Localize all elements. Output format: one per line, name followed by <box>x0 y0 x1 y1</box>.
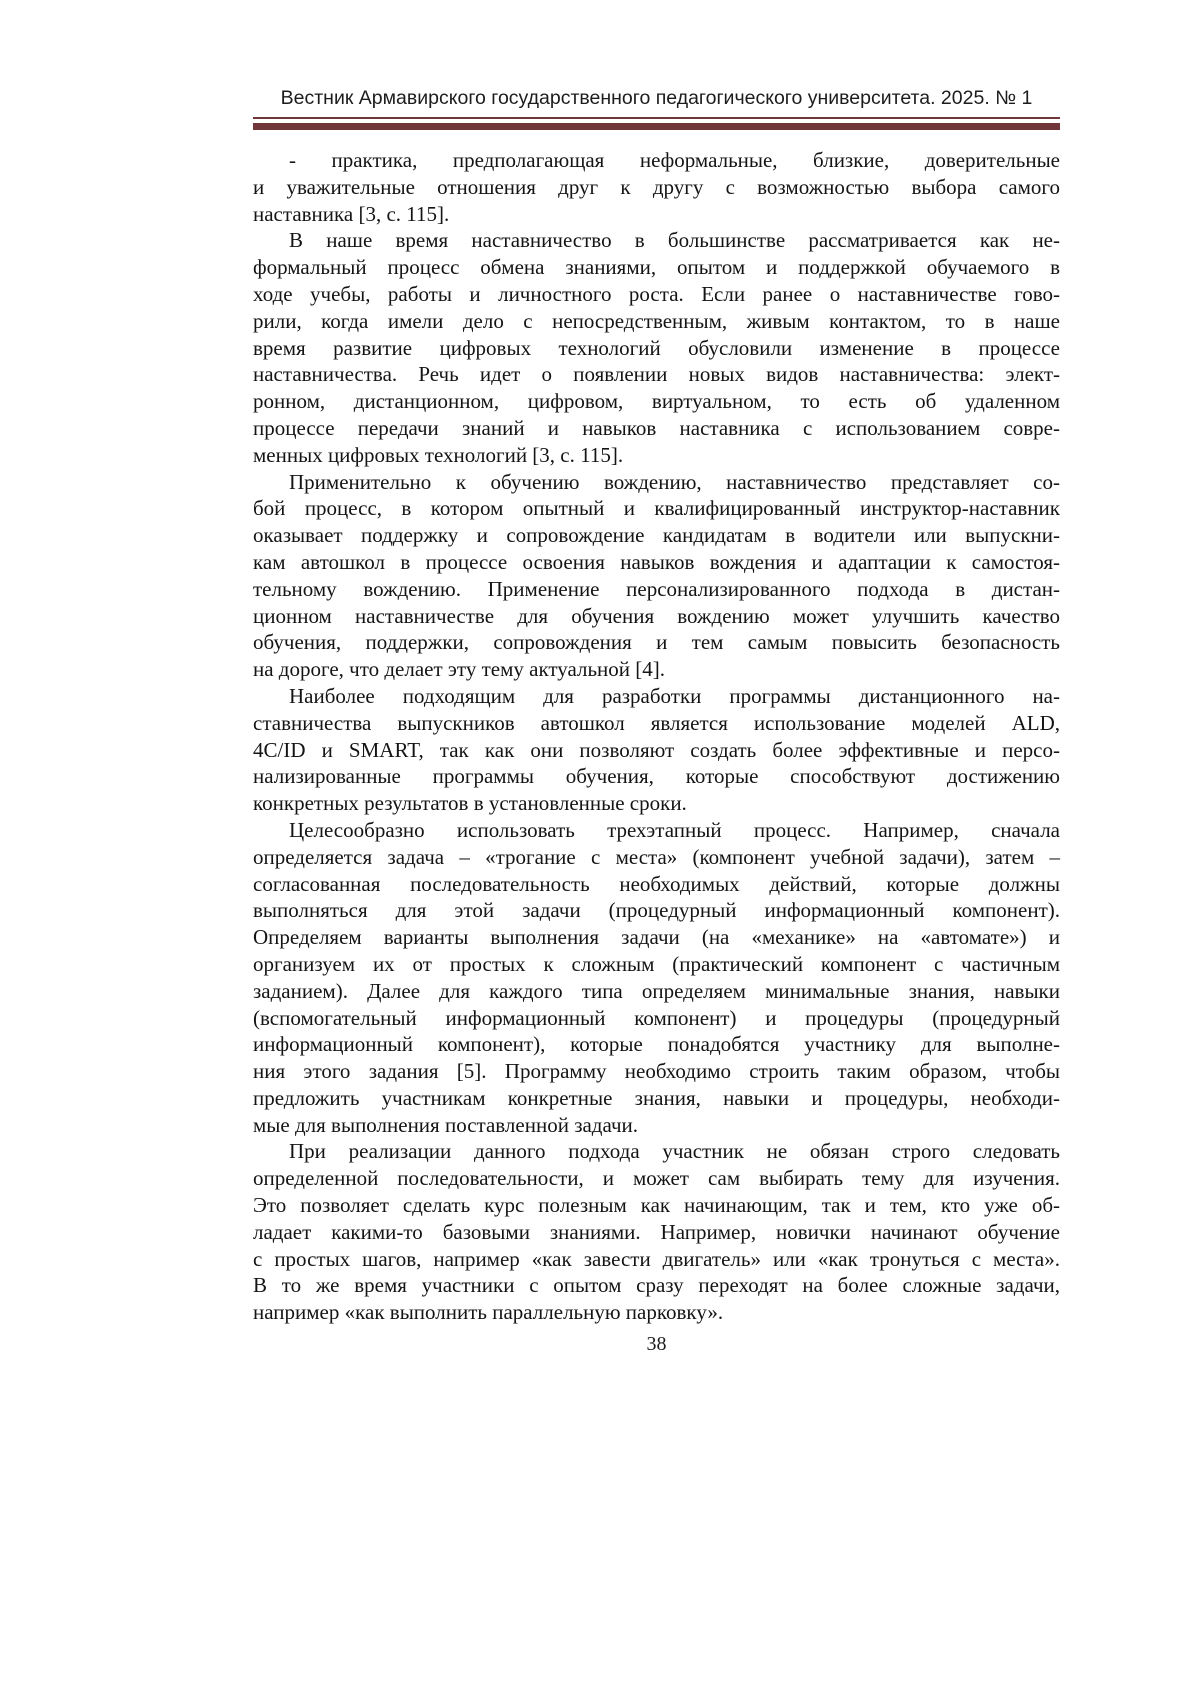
text-line: ходе учебы, работы и личностного роста. Если ранее о наставничестве гово- <box>253 281 1060 306</box>
text-line: процессе передачи знаний и навыков наставника с использованием совре- <box>253 415 1060 440</box>
text-line: формальный процесс обмена знаниями, опытом и поддержкой обучаемого в <box>253 255 1060 280</box>
text-line: бой процесс, в котором опытный и квалифицированный инструктор-наставник <box>253 496 1060 521</box>
text-line: определяется задача – «трогание с места» (компонент учебной задачи), затем – <box>253 844 1060 869</box>
text-line: При реализации данного подхода участник не обязан строго следовать <box>289 1139 1060 1164</box>
text-line: наставничества. Речь идет о появлении новых видов наставничества: элект- <box>253 362 1060 387</box>
text-line: Это позволяет сделать курс полезным как начинающим, так и тем, кто уже об- <box>253 1193 1060 1218</box>
text-line: нализированные программы обучения, которые способствуют достижению <box>253 764 1060 789</box>
text-line: Определяем варианты выполнения задачи (на «механике» на «автомате») и <box>253 925 1060 950</box>
text-line: - практика, предполагающая неформальные, близкие, доверительные <box>289 148 1060 172</box>
text-line: организуем их от простых к сложным (практический компонент с частичным <box>253 951 1060 976</box>
text-line: выполняться для этой задачи (процедурный информационный компонент). <box>253 898 1060 923</box>
paragraph <box>253 147 1060 227</box>
text-line: мые для выполнения поставленной задачи. <box>253 1112 639 1137</box>
text-line: Наиболее подходящим для разработки программы дистанционного на- <box>289 683 1060 708</box>
text-line: информационный компонент), которые понадобятся участнику для выполне- <box>253 1032 1060 1057</box>
text-line: с простых шагов, например «как завести двигатель» или «как тронуться с места». <box>253 1246 1060 1271</box>
text-line: ладает какими-то базовыми знаниями. Например, новички начинают обучение <box>253 1219 1060 1244</box>
text-line: заданием). Далее для каждого типа определяем минимальные знания, навыки <box>253 978 1060 1003</box>
paragraph <box>253 1138 1060 1326</box>
text-line: ставничества выпускников автошкол является использование моделей ALD, <box>253 710 1060 735</box>
text-line: В то же время участники с опытом сразу переходят на более сложные задачи, <box>253 1273 1060 1298</box>
text-line: время развитие цифровых технологий обусловили изменение в процессе <box>253 335 1060 360</box>
text-line: ционном наставничестве для обучения вождению может улучшить качество <box>253 603 1060 628</box>
text-line: обучения, поддержки, сопровождения и тем самым повысить безопасность <box>253 630 1060 655</box>
text-line: ния этого задания [5]. Программу необходимо строить таким образом, чтобы <box>253 1059 1060 1084</box>
text-line: оказывает поддержку и сопровождение кандидатам в водители или выпускни- <box>253 523 1060 548</box>
running-header <box>253 87 1060 130</box>
journal-title: Вестник Армавирского государственного педагогического университета. 2025. № 1 <box>280 87 1033 109</box>
text-line: на дороге, что делает эту тему актуальной [4]. <box>253 657 666 682</box>
header-rule-thick <box>253 123 1060 130</box>
text-line: менных цифровых технологий [3, с. 115]. <box>253 442 624 467</box>
text-line: тельному вождению. Применение персонализированного подхода в дистан- <box>253 576 1060 601</box>
text-line: (вспомогательный информационный компонент) и процедуры (процедурный <box>253 1005 1060 1030</box>
text-line: и уважительные отношения друг к другу с возможностью выбора самого <box>253 174 1060 199</box>
header-rule-thin <box>253 117 1060 119</box>
paragraph <box>253 227 1060 468</box>
page-footer <box>253 1333 1060 1356</box>
text-line: наставника [3, с. 115]. <box>253 201 450 226</box>
paragraph <box>253 469 1060 683</box>
text-line: 4C/ID и SMART, так как они позволяют создать более эффективные и персо- <box>253 737 1060 762</box>
text-line: конкретных результатов в установленные сроки. <box>253 791 687 816</box>
text-line: предложить участникам конкретные знания, навыки и процедуры, необходи- <box>253 1085 1060 1110</box>
text-line: В наше время наставничество в большинстве рассматривается как не- <box>289 228 1060 253</box>
text-line: например «как выполнить параллельную парковку». <box>253 1300 724 1325</box>
text-line: ронном, дистанционном, цифровом, виртуальном, то есть об удаленном <box>253 389 1060 414</box>
text-line: определенной последовательности, и может сам выбирать тему для изучения. <box>253 1166 1060 1191</box>
text-line: Целесообразно использовать трехэтапный процесс. Например, сначала <box>289 817 1060 842</box>
page-number: 38 <box>646 1333 667 1355</box>
text-line: Применительно к обучению вождению, наставничество представляет со- <box>289 469 1060 494</box>
paragraph <box>253 683 1060 817</box>
text-line: согласованная последовательность необходимых действий, которые должны <box>253 871 1060 896</box>
article-body <box>253 147 1060 1326</box>
text-line: рили, когда имели дело с непосредственным, живым контактом, то в наше <box>253 308 1060 333</box>
paragraph <box>253 817 1060 1139</box>
text-line: кам автошкол в процессе освоения навыков вождения и адаптации к самостоя- <box>253 549 1060 574</box>
